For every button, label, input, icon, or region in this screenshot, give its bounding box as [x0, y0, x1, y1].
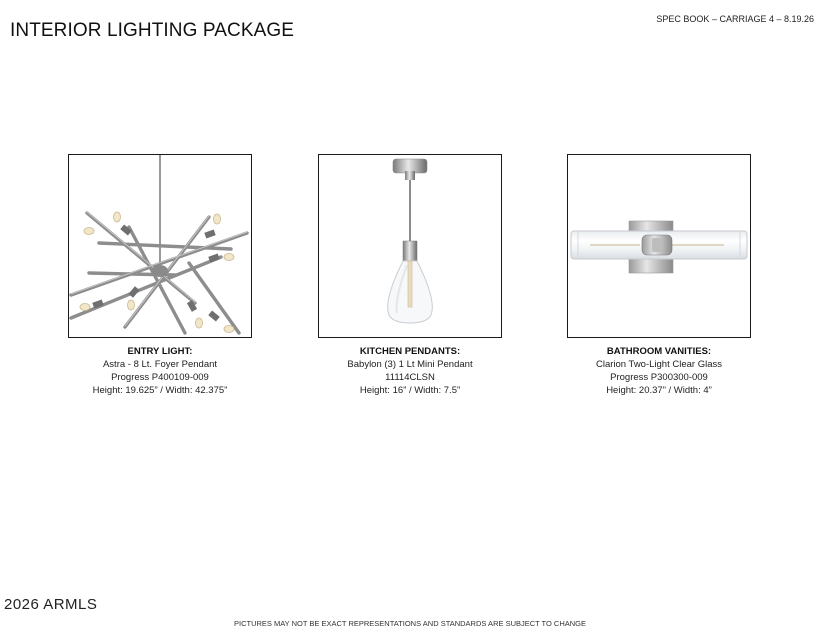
fixture-model: Babylon (3) 1 Lt Mini Pendant: [347, 359, 473, 370]
fixture-category: BATHROOM VANITIES:: [606, 346, 712, 357]
fixture-card-kitchen-pendants: [318, 154, 502, 397]
fixture-image-frame: [567, 154, 751, 338]
page-title: INTERIOR LIGHTING PACKAGE: [10, 20, 295, 41]
fixture-dimensions: Height: 20.37” / Width: 4”: [606, 385, 712, 396]
fixture-category: KITCHEN PENDANTS:: [359, 346, 461, 357]
watermark: 2026 ARMLS: [4, 596, 98, 613]
footer-disclaimer: PICTURES MAY NOT BE EXACT REPRESENTATIONS AND STANDARDS ARE SUBJECT TO CHANGE: [233, 619, 587, 628]
fixture-dimensions: Height: 16” / Width: 7.5”: [359, 385, 461, 396]
fixture-sku: Progress P400109-009: [111, 372, 209, 383]
fixture-image-frame: [68, 154, 252, 338]
fixture-category: ENTRY LIGHT:: [127, 346, 193, 357]
fixture-image-frame: [318, 154, 502, 338]
glass-mini-pendant-icon: [319, 155, 501, 337]
fixture-dimensions: Height: 19.625” / Width: 42.375”: [92, 385, 228, 396]
fixture-card-bathroom-vanities: [567, 154, 751, 397]
vanity-light-icon: [568, 155, 750, 337]
sputnik-chandelier-icon: [69, 155, 251, 337]
fixture-model: Clarion Two-Light Clear Glass: [595, 359, 722, 370]
fixture-caption: [567, 345, 751, 397]
fixture-sku: Progress P300300-009: [610, 372, 708, 383]
fixture-caption: [318, 345, 502, 397]
spec-book-label: SPEC BOOK – CARRIAGE 4 – 8.19.26: [656, 14, 814, 24]
fixture-model: Astra - 8 Lt. Foyer Pendant: [102, 359, 218, 370]
fixture-card-entry-light: [68, 154, 252, 397]
fixture-sku: 11114CLSN: [385, 372, 435, 383]
fixture-caption: [68, 345, 252, 397]
